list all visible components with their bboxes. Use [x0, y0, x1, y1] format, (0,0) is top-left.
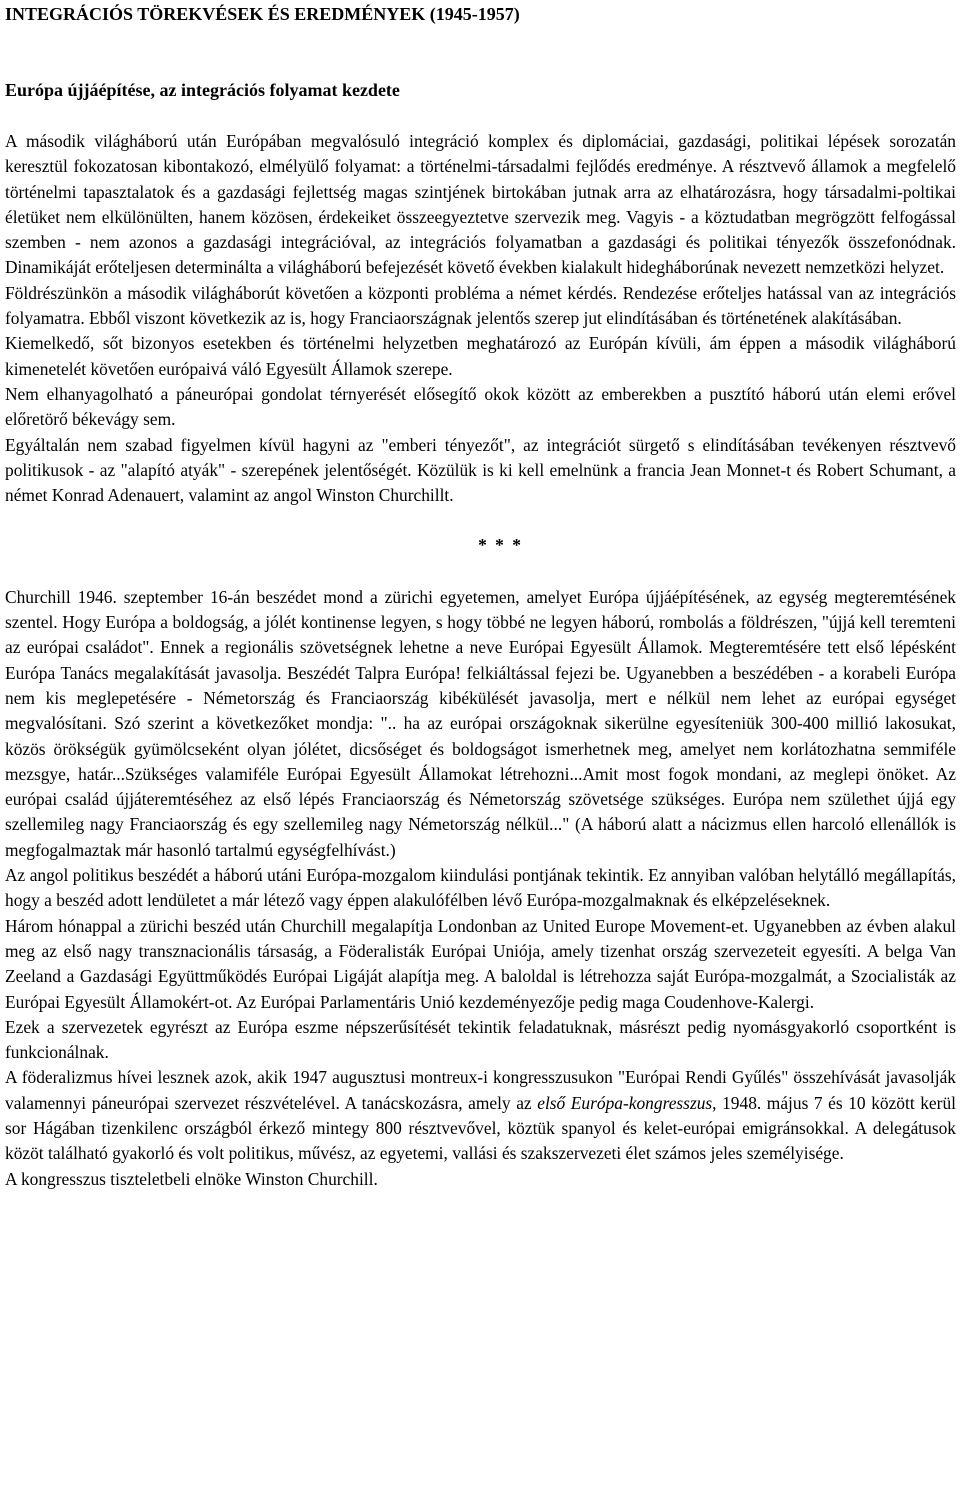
paragraph: A kongresszus tiszteletbeli elnöke Winston Churchill. [5, 1168, 378, 1189]
paragraph: Az angol politikus beszédét a háború utáni Európa-mozgalom kiindulási pontjának tekintik. Ez annyiban valóban helytálló megállapítás, hogy a beszéd adott lendületet a már létező vagy éppen alakulófélben lévő Európa-mozgalmaknak és elképzeléseknek. [5, 865, 956, 911]
section-subtitle: Európa újjáépítése, az integrációs folyamat kezdete [5, 80, 400, 100]
paragraph: Földrészünkön a második világháborút követően a központi probléma a német kérdés. Rendezése erőteljes hatással van az integrációs folyamatra. Ebből viszont következik az is, hogy Franciaországnak jelentős szerep jut elindításában és történetének alakításában. [5, 282, 956, 329]
paragraph: Kiemelkedő, sőt bizonyos esetekben és történelmi helyzetben meghatározó az Európán kívüli, ám éppen a második világháború kimenetelét követően európaivá váló Egyesült Államok szerepe. [5, 333, 956, 379]
document-page [5, 2, 956, 1192]
section-separator: * * * [478, 535, 523, 556]
paragraph-congress [5, 1065, 956, 1166]
paragraph: A második világháború után Európában megvalósuló integráció komplex és diplomáciai, gazdasági, politikai lépések sorozatán keresztül fokozatosan kibontakozó, elmélyülő folyamat: a történelmi-társadalmi fejlődés eredménye. A résztvevő államok a megfelelő történelmi tapasztalatok és a gazdasági fejlettség magas szintjének birtokában jutnak arra az elhatározásra, hogy társadalmi-poltikai életüket nem elkülönülten, hanem közösen, érdekeiket összeegyeztetve szervezik meg. Vagyis - a köztudatban megrögzött felfogással szemben - nem azonos a gazdasági integrációval, az integrációs folyamatban a gazdasági és politikai tényezők összefonódnak. Dinamikáját erőteljesen determinálta a világháború befejezését követő években kialakult hidegháborúnak nevezett nemzetközi helyzet. [5, 131, 956, 278]
paragraph: Churchill 1946. szeptember 16-án beszédet mond a zürichi egyetemen, amelyet Európa újjáépítésének, az egység megteremtésének szentel. Hogy Európa a boldogság, a jólét kontinense legyen, s hogy többé ne legyen háború, rombolás a földrészen, "újjá kell teremteni az európai családot". Ennek a regionális szövetségnek lehetne a neve Európai Egyesült Államok. Megteremtésére tett első lépésként Európa Tanács megalakítását javasolja. Beszédét Talpra Európa! felkiáltással fejezi be. Ugyanebben a beszédében - a korabeli Európa nem kis meglepetésére - Németország és Franciaország kibékülését javasolja, mert e nélkül nem lehet az európai egységet megvalósítani. Szó szerint a következőket mondja: ".. ha az európai országoknak sikerülne egyesíteniük 300-400 millió lakosukat, közös örökségük gyümölcseként olyan jólétet, dicsőséget és boldogságot ismerhetnek meg, amelyet nem korlátozhatna semmiféle mezsgye, határ...Szükséges valamiféle Európai Egyesült Államokat létrehozni...Amit most fogok mondani, az meglepi önöket. Az európai család újjáteremtéséhez az első lépés Franciaország és Németország szövetsége szükséges. Európa nem születhet újjá egy szellemileg nagy Franciaország és egy szellemileg nagy Németország nélkül..." (A háború alatt a nácizmus ellen harcoló ellenállók is megfogalmaztak már hasonló tartalmú egységfelhívást.) [5, 586, 956, 860]
paragraph: Nem elhanyagolható a páneurópai gondolat térnyerését elősegítő okok között az emberekben a pusztító háború után elemi erővel előretörő békevágy sem. [5, 383, 956, 430]
paragraph: Ezek a szervezetek egyrészt az Európa eszme népszerűsítését tekintik feladatuknak, másrészt pedig nyomásgyakorló csoportként is funkcionálnak. [5, 1016, 956, 1063]
paragraph-text: 1948. május 7 és 10 között kerül sor Hágában tizenkilenc országból érkező mintegy 800 résztvevővel, köztük spanyol és kelet-európai emigránsokkal. A delegátusok közöt található gyakorló és volt politikus, művész, az egyetemi, vallási és szakszervezeti élet számos jeles személyisége. [5, 1092, 956, 1164]
paragraph: Egyáltalán nem szabad figyelmen kívül hagyni az "emberi tényezőt", az integrációt sürgető s elindításában tevékenyen résztvevő politikusok - az "alapító atyák" - szerepének jelentőségét. Közülük is ki kell emelnünk a francia Jean Monnet-t és Robert Schumant, a német Konrad Adenauert, valamint az angol Winston Churchillt. [5, 434, 956, 506]
paragraph: Három hónappal a zürichi beszéd után Churchill megalapítja Londonban az United Europe Movement-et. Ugyanebben az évben alakul meg az első nagy transznacionális társaság, a Föderalisták Európai Uniója, amely tizenhat ország szervezeteit egyesíti. A belga Van Zeeland a Gazdasági Együttműködés Európai Ligáját alapítja meg. A baloldal is létrehozza saját Európa-mozgalmát, a Szocialisták az Európai Egyesült Államokért-ot. Az Európai Parlamentáris Unió kezdeményezője pedig maga Coudenhove-Kalergi. [5, 915, 956, 1012]
paragraph-text: A föderalizmus hívei lesznek azok, akik 1947 augusztusi montreux-i kongresszusukon "Európai Rendi Gyűlés" összehívását javasolják valamennyi páneurópai szervezet részvételével. A tanácskozásra, amely az [5, 1067, 956, 1113]
document-title: INTEGRÁCIÓS TÖREKVÉSEK ÉS EREDMÉNYEK (1945-1957) [5, 4, 520, 24]
emphasis-text: első Európa-kongresszus, [537, 1092, 717, 1113]
